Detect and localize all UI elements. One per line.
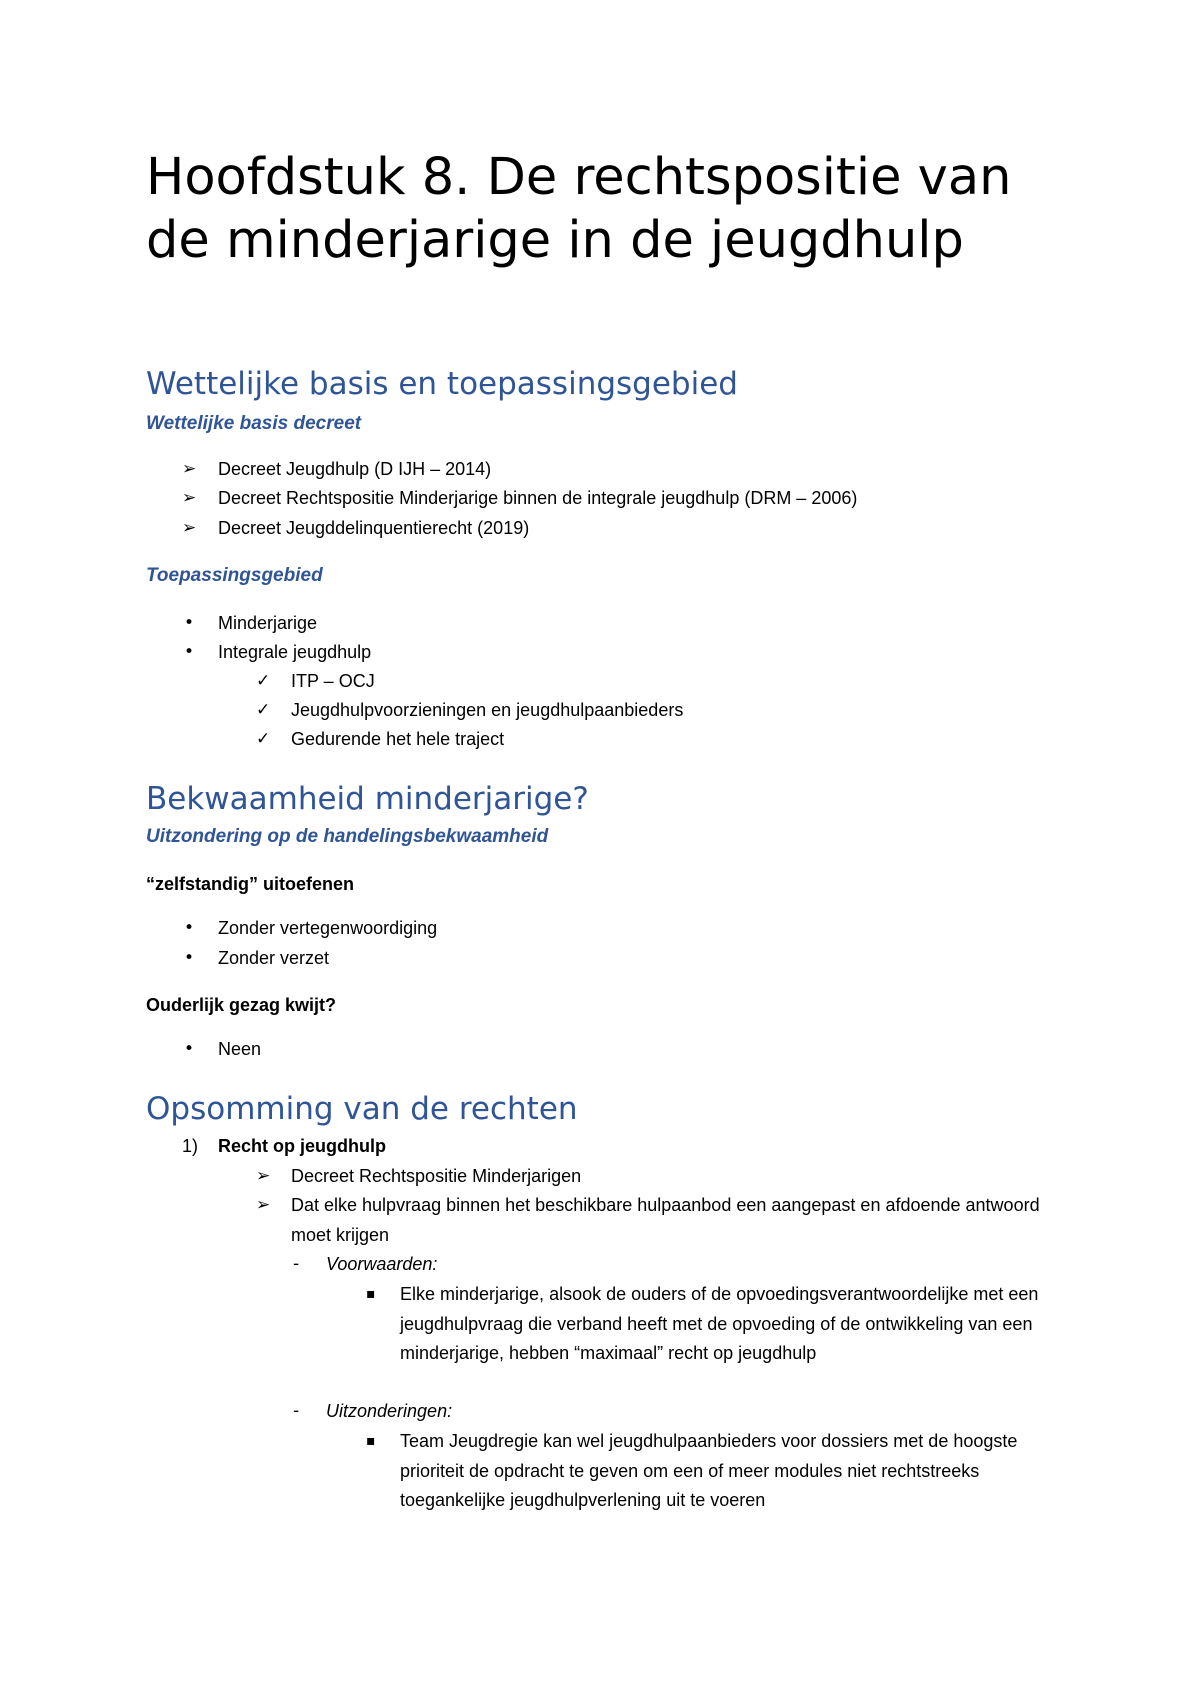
checkmark-icon: ✓: [256, 700, 271, 720]
subheading-legal-basis-decree: Wettelijke basis decreet: [146, 413, 362, 434]
bullet-icon: •: [184, 948, 195, 968]
arrow-bullet-icon: ➢: [182, 518, 197, 538]
arrow-bullet-icon: ➢: [256, 1195, 271, 1215]
list-item: Zonder vertegenwoordiging: [218, 918, 438, 938]
right-title: Recht op jeugdhulp: [218, 1136, 386, 1156]
checkmark-icon: ✓: [256, 671, 271, 691]
section-heading-legal-basis: Wettelijke basis en toepassingsgebied: [146, 366, 738, 402]
question-independent: “zelfstandig” uitoefenen: [146, 874, 355, 894]
list-item: Jeugdhulpvoorzieningen en jeugdhulpaanbieders: [291, 700, 684, 720]
list-item: Dat elke hulpvraag binnen het beschikbare hulpaanbod een aangepast en afdoende antwoord moet krijgen: [291, 1195, 1040, 1245]
dash-marker: -: [293, 1401, 300, 1421]
list-item: Neen: [218, 1039, 262, 1059]
arrow-bullet-icon: ➢: [182, 459, 197, 479]
subheading-scope: Toepassingsgebied: [146, 565, 323, 586]
list-item: ITP – OCJ: [291, 671, 375, 691]
list-item: Decreet Rechtspositie Minderjarige binnen de integrale jeugdhulp (DRM – 2006): [218, 488, 858, 508]
checkmark-icon: ✓: [256, 729, 271, 749]
list-number: 1): [182, 1136, 199, 1156]
exceptions-text: Team Jeugdregie kan wel jeugdhulpaanbieders voor dossiers met de hoogste prioriteit de opdracht te geven om een of meer modules niet rechtstreeks toegankelijke jeugdhulpverlening uit te voeren: [400, 1431, 1018, 1510]
square-bullet-icon: ▪: [366, 1286, 376, 1302]
square-bullet-icon: ▪: [366, 1433, 376, 1449]
dash-marker: -: [293, 1254, 300, 1274]
question-parental-authority: Ouderlijk gezag kwijt?: [146, 995, 337, 1015]
conditions-text: Elke minderjarige, alsook de ouders of de opvoedingsverantwoordelijke met een jeugdhulpvraag die verband heeft met de opvoeding of de ontwikkeling van een minderjarige, hebben “maximaal” recht op jeugdhulp: [400, 1284, 1039, 1363]
list-item: Integrale jeugdhulp: [218, 642, 372, 662]
subheading-exception: Uitzondering op de handelingsbekwaamheid: [146, 826, 549, 847]
chapter-title: Hoofdstuk 8. De rechtspositie van de minderjarige in de jeugdhulp: [146, 148, 1012, 270]
list-item: Decreet Jeugdhulp (D IJH – 2014): [218, 459, 492, 479]
section-heading-rights: Opsomming van de rechten: [146, 1091, 578, 1127]
section-heading-competence: Bekwaamheid minderjarige?: [146, 781, 589, 817]
list-item: Minderjarige: [218, 613, 318, 633]
conditions-label: Voorwaarden:: [326, 1254, 438, 1274]
exceptions-label: Uitzonderingen:: [326, 1401, 453, 1421]
list-item: Decreet Rechtspositie Minderjarigen: [291, 1166, 582, 1186]
bullet-icon: •: [184, 613, 195, 633]
list-item: Zonder verzet: [218, 948, 330, 968]
bullet-icon: •: [184, 642, 195, 662]
bullet-icon: •: [184, 1039, 195, 1059]
bullet-icon: •: [184, 918, 195, 938]
list-item: Gedurende het hele traject: [291, 729, 505, 749]
arrow-bullet-icon: ➢: [182, 488, 197, 508]
list-item: Decreet Jeugddelinquentierecht (2019): [218, 518, 530, 538]
arrow-bullet-icon: ➢: [256, 1166, 271, 1186]
